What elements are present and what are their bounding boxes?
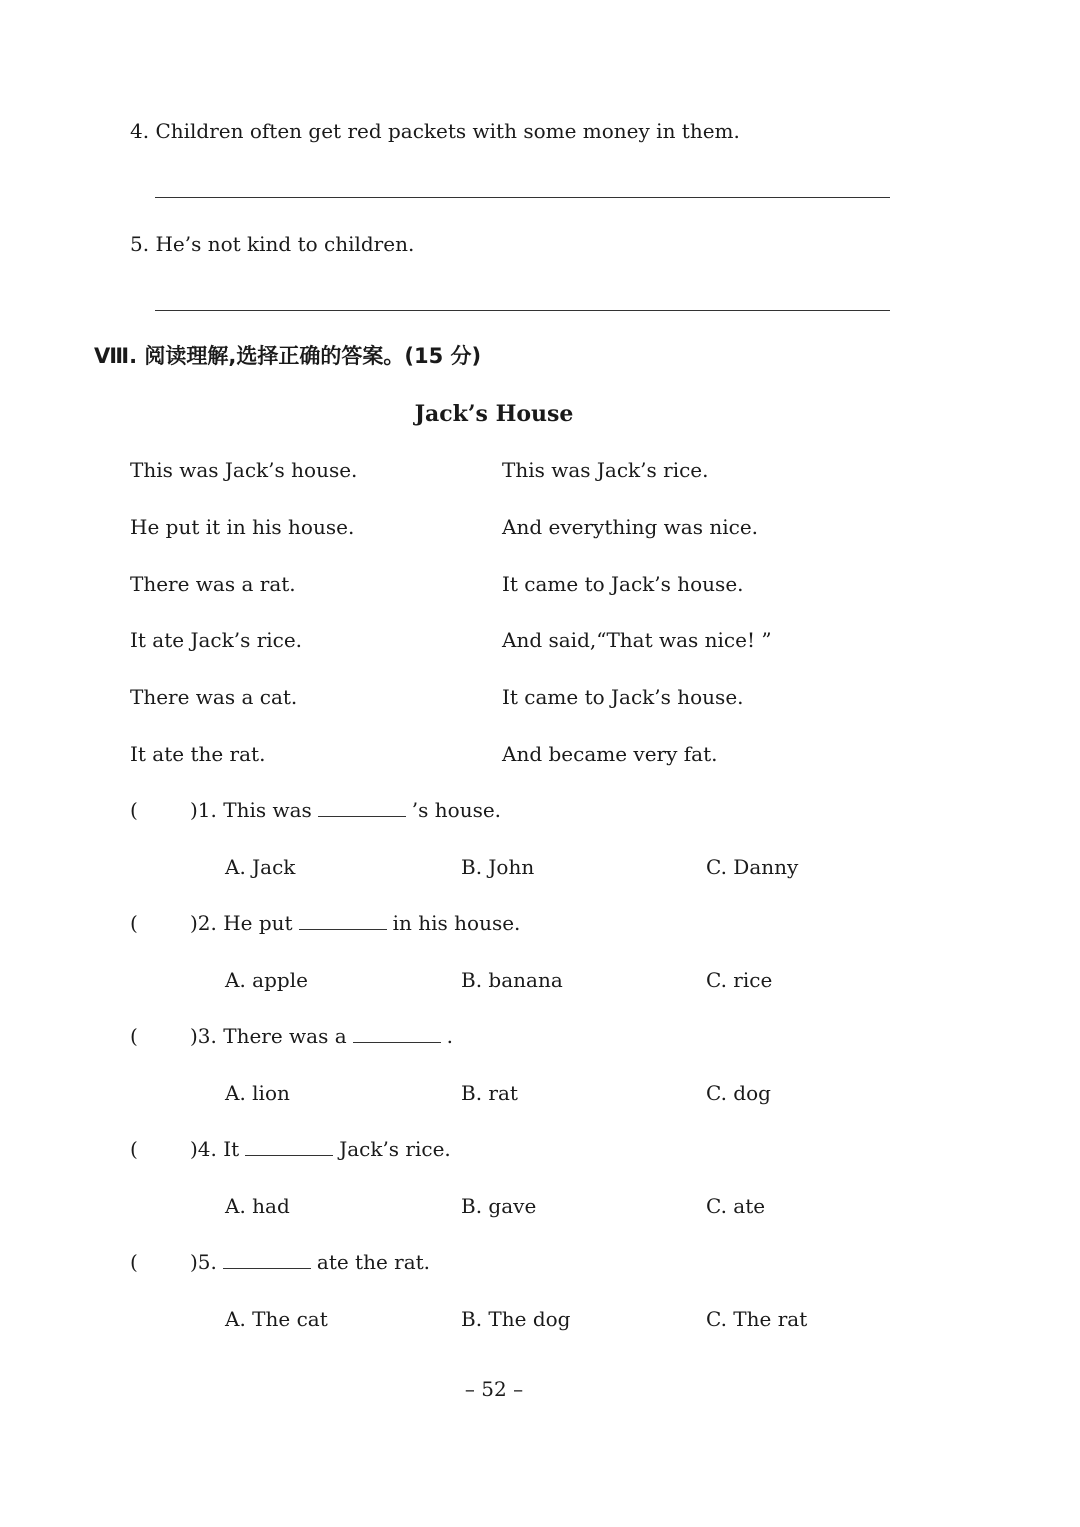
- option-c[interactable]: C. rice: [706, 968, 773, 992]
- story-line-right: And said,“That was nice! ”: [502, 628, 772, 652]
- option-a[interactable]: A. had: [225, 1194, 290, 1218]
- story-line-left: There was a cat.: [130, 685, 298, 709]
- question-stem-end: ate the rat.: [316, 1250, 431, 1274]
- question-stem-end: in his house.: [392, 911, 521, 935]
- story-line-right: And everything was nice.: [502, 515, 759, 539]
- option-b[interactable]: B. gave: [461, 1194, 537, 1218]
- option-c[interactable]: C. ate: [706, 1194, 766, 1218]
- section-title: Ⅷ. 阅读理解,选择正确的答案。(15 分): [94, 344, 482, 368]
- fill-blank[interactable]: [299, 911, 387, 930]
- page-number: – 52 –: [464, 1377, 524, 1401]
- option-c[interactable]: C. Danny: [706, 855, 799, 879]
- story-line-right: And became very fat.: [502, 742, 718, 766]
- fill-blank[interactable]: [245, 1137, 333, 1156]
- option-c[interactable]: C. dog: [706, 1081, 771, 1105]
- question-stem: )2. He put: [190, 911, 293, 935]
- sentence-4: 4. Children often get red packets with some money in them.: [130, 119, 740, 143]
- question-1: [190, 798, 501, 822]
- question-stem: )5.: [190, 1250, 217, 1274]
- story-line-left: It ate the rat.: [130, 742, 266, 766]
- story-line-right: It came to Jack’s house.: [502, 572, 744, 596]
- sentence-5: 5. He’s not kind to children.: [130, 232, 415, 256]
- answer-line-4[interactable]: [155, 197, 890, 198]
- question-stem-end: .: [446, 1024, 453, 1048]
- answer-paren[interactable]: (: [130, 911, 138, 935]
- question-stem-end: Jack’s rice.: [339, 1137, 451, 1161]
- option-a[interactable]: A. Jack: [225, 855, 296, 879]
- story-line-right: It came to Jack’s house.: [502, 685, 744, 709]
- story-title: Jack’s House: [414, 401, 574, 427]
- answer-paren[interactable]: (: [130, 1024, 138, 1048]
- option-b[interactable]: B. rat: [461, 1081, 518, 1105]
- answer-paren[interactable]: (: [130, 1250, 138, 1274]
- question-2: [190, 911, 520, 935]
- question-stem: )4. It: [190, 1137, 240, 1161]
- story-line-right: This was Jack’s rice.: [502, 458, 709, 482]
- question-4: [190, 1137, 451, 1161]
- story-line-left: This was Jack’s house.: [130, 458, 358, 482]
- answer-line-5[interactable]: [155, 310, 890, 311]
- fill-blank[interactable]: [353, 1024, 441, 1043]
- fill-blank[interactable]: [318, 798, 406, 817]
- option-b[interactable]: B. banana: [461, 968, 563, 992]
- question-3: [190, 1024, 453, 1048]
- answer-paren[interactable]: (: [130, 1137, 138, 1161]
- question-stem: )1. This was: [190, 798, 312, 822]
- question-5: [190, 1250, 430, 1274]
- option-a[interactable]: A. lion: [225, 1081, 290, 1105]
- story-line-left: There was a rat.: [130, 572, 296, 596]
- story-line-left: It ate Jack’s rice.: [130, 628, 303, 652]
- question-stem: )3. There was a: [190, 1024, 347, 1048]
- option-a[interactable]: A. apple: [225, 968, 308, 992]
- option-a[interactable]: A. The cat: [225, 1307, 328, 1331]
- answer-paren[interactable]: (: [130, 798, 138, 822]
- option-b[interactable]: B. John: [461, 855, 535, 879]
- question-stem-end: ’s house.: [411, 798, 502, 822]
- story-line-left: He put it in his house.: [130, 515, 355, 539]
- option-b[interactable]: B. The dog: [461, 1307, 571, 1331]
- option-c[interactable]: C. The rat: [706, 1307, 808, 1331]
- fill-blank[interactable]: [223, 1250, 311, 1269]
